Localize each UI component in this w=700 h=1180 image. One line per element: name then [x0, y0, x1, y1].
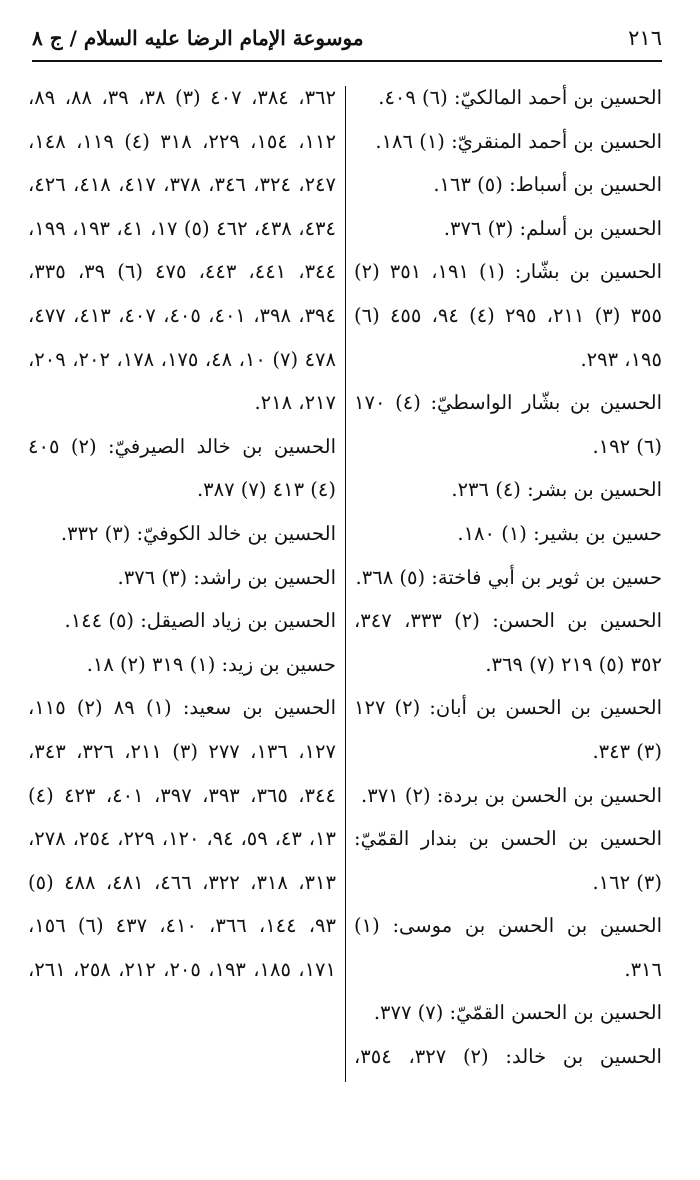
index-entry: الحسين بن أحمد المنقريّ: (١) ١٨٦.	[375, 129, 662, 153]
index-entry: الحسين بن الحسن القمّيّ: (٧) ٣٧٧.	[373, 1001, 662, 1025]
index-entry: الحسين بن خالد: (٢) ٣٢٧، ٣٥٤،	[354, 1045, 662, 1069]
index-entry: الحسين بن خالد الصيرفيّ: (٢) ٤٠٥ (٤) ٤١٣ (٧) ٣٨٧.	[28, 434, 336, 502]
index-entry: حسين بن زيد: (١) ٣١٩ (٢) ١٨.	[86, 652, 336, 676]
index-column-left	[28, 76, 336, 991]
header-rule	[32, 60, 662, 62]
index-entry: حسين بن ثوير بن أبي فاختة: (٥) ٣٦٨.	[355, 565, 662, 589]
index-entry: الحسين بن الحسن بن بردة: (٢) ٣٧١.	[361, 783, 662, 807]
book-title: موسوعة الإمام الرضا عليه السلام / ج ٨	[32, 26, 364, 50]
index-entry: الحسين بن الحسن بن موسى: (١) ٣١٦.	[354, 914, 662, 981]
index-column-right	[354, 76, 662, 1079]
index-entry: الحسين بن خالد الكوفيّ: (٣) ٣٣٢.	[60, 521, 336, 545]
index-entry: حسين بن بشير: (١) ١٨٠.	[457, 521, 662, 545]
index-entry: الحسين بن زياد الصيقل: (٥) ١٤٤.	[64, 609, 336, 633]
index-entry: الحسين بن سعيد: (١) ٨٩ (٢) ١١٥، ١٢٧، ١٣٦، ٢٧٧ (٣) ٢١١، ٣٢٦، ٣٤٣، ٣٤٤، ٣٦٥، ٣٩٣، ٣٩٧، ٤٠١، ٤٢٣ (٤) ١٣، ٤٣، ٥٩، ٩٤، ١٢٠، ٢٢٩، ٢٥٤، ٢٧٨، ٣١٣، ٣١٨، ٣٢٢، ٤٦٦، ٤٨١، ٤٨٨ (٥) ٩٣، ١٤٤، ٣٦٦، ٤١٠، ٤٣٧ (٦) ١٥٦، ١٧١، ١٨٥، ١٩٣، ٢٠٥، ٢١٢، ٢٥٨، ٢٦١،	[28, 696, 336, 981]
index-entry-continuation: ٣٦٢، ٣٨٤، ٤٠٧ (٣) ٣٨، ٣٩، ٨٨، ٨٩، ١١٢، ١٥٤، ٢٢٩، ٣١٨ (٤) ١١٩، ١٤٨، ٢٤٧، ٣٢٤، ٣٤٦، ٣٧٨، ٤١٧، ٤١٨، ٤٢٦، ٤٣٤، ٤٣٨، ٤٦٢ (٥) ١٧، ٤١، ١٩٣، ١٩٩، ٣٤٤، ٤٤١، ٤٤٣، ٤٧٥ (٦) ٣٩، ٣٣٥، ٣٩٤، ٣٩٨، ٤٠١، ٤٠٥، ٤٠٧، ٤١٣، ٤٧٧، ٤٧٨ (٧) ١٠، ٤٨، ١٧٥، ١٧٨، ٢٠٢، ٢٠٩، ٢١٧، ٢١٨.	[28, 86, 336, 415]
index-entry: الحسين بن بشر: (٤) ٢٣٦.	[451, 478, 662, 502]
index-entry: الحسين بن الحسن: (٢) ٣٣٣، ٣٤٧، ٣٥٢ (٥) ٢١٩ (٧) ٣٦٩.	[354, 609, 663, 676]
index-entry: الحسين بن بشّار: (١) ١٩١، ٣٥١ (٢) ٣٥٥ (٣) ٢١١، ٢٩٥ (٤) ٩٤، ٤٥٥ (٦) ١٩٥، ٢٩٣.	[354, 260, 662, 371]
index-entry: الحسين بن بشّار الواسطيّ: (٤) ١٧٠ (٦) ١٩٢.	[354, 391, 662, 458]
index-entry: الحسين بن أسباط: (٥) ١٦٣.	[433, 173, 662, 197]
index-entry: الحسين بن الحسن بن أبان: (٢) ١٢٧ (٣) ٣٤٣.	[354, 696, 663, 763]
index-entry: الحسين بن أسلم: (٣) ٣٧٦.	[443, 216, 662, 240]
index-entry: الحسين بن راشد: (٣) ٣٧٦.	[117, 565, 336, 589]
page-number: ٢١٦	[628, 26, 662, 50]
index-entry: الحسين بن الحسن بن بندار القمّيّ: (٣) ١٦٢.	[354, 827, 662, 894]
index-entry: الحسين بن أحمد المالكيّ: (٦) ٤٠٩.	[378, 86, 662, 109]
page-header	[32, 22, 662, 58]
column-divider	[345, 86, 346, 1082]
